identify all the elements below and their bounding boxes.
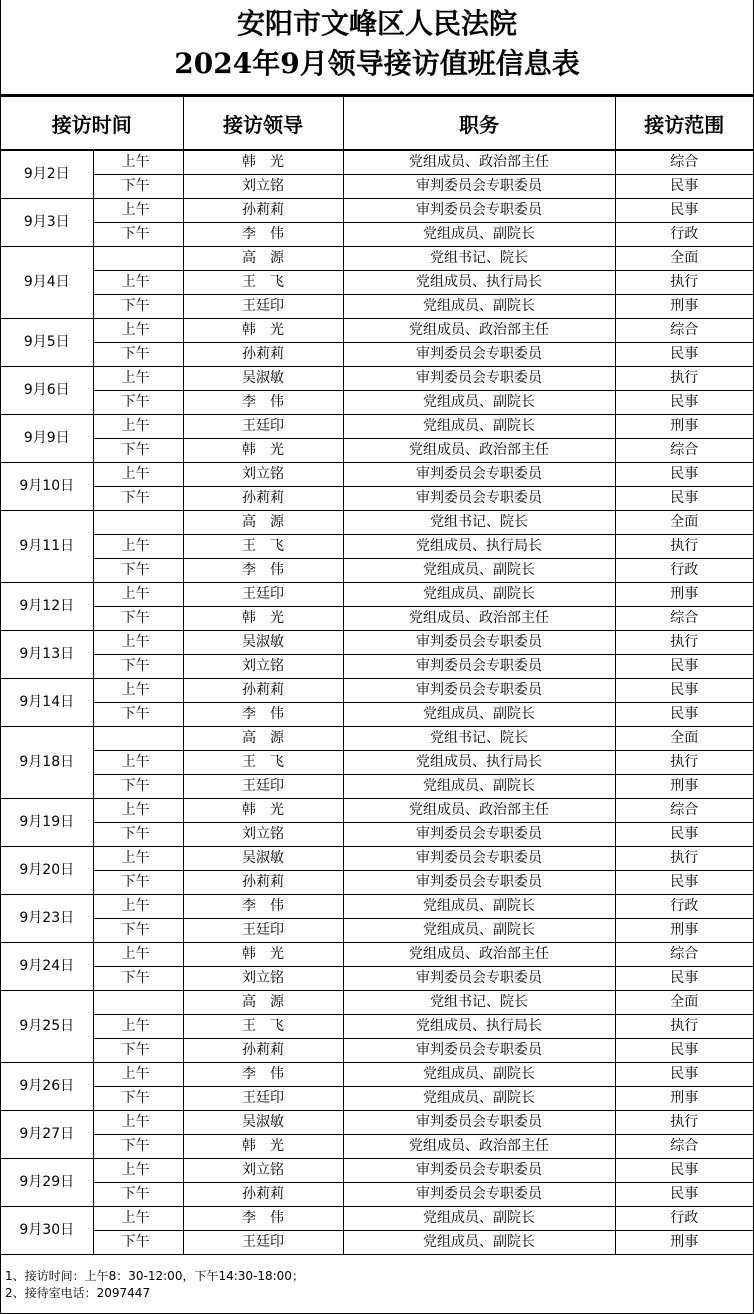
table-row <box>1 943 753 967</box>
position-cell: 审判委员会专职委员 <box>343 1111 615 1135</box>
scope-cell: 民事 <box>615 463 753 487</box>
scope-cell: 执行 <box>615 367 753 391</box>
position-cell: 党组书记、院长 <box>343 247 615 271</box>
position-cell: 审判委员会专职委员 <box>343 823 615 847</box>
date-cell: 9月24日 <box>1 943 93 991</box>
leader-cell: 王廷印 <box>183 775 343 799</box>
table-row <box>1 199 753 223</box>
date-cell: 9月19日 <box>1 799 93 847</box>
scope-cell: 全面 <box>615 247 753 271</box>
period-cell: 上午 <box>93 463 183 487</box>
period-cell: 上午 <box>93 1015 183 1039</box>
position-cell: 党组成员、副院长 <box>343 1087 615 1111</box>
table-row <box>1 1039 753 1063</box>
period-cell: 下午 <box>93 1087 183 1111</box>
leader-cell: 高 源 <box>183 511 343 535</box>
scope-cell: 民事 <box>615 967 753 991</box>
leader-cell: 刘立铭 <box>183 655 343 679</box>
period-cell: 上午 <box>93 535 183 559</box>
scope-cell: 行政 <box>615 559 753 583</box>
position-cell: 党组成员、政治部主任 <box>343 607 615 631</box>
date-cell: 9月3日 <box>1 199 93 247</box>
period-cell: 下午 <box>93 295 183 319</box>
date-cell: 9月30日 <box>1 1207 93 1255</box>
table-row <box>1 991 753 1015</box>
scope-cell: 综合 <box>615 439 753 463</box>
position-cell: 党组书记、院长 <box>343 727 615 751</box>
table-row <box>1 703 753 727</box>
scope-cell: 综合 <box>615 1135 753 1159</box>
table-row <box>1 1111 753 1135</box>
scope-cell: 民事 <box>615 679 753 703</box>
page-title: 安阳市文峰区人民法院 <box>236 7 517 40</box>
leader-cell: 吴淑敏 <box>183 631 343 655</box>
date-cell: 9月6日 <box>1 367 93 415</box>
leader-cell: 韩 光 <box>183 439 343 463</box>
position-cell: 党组成员、执行局长 <box>343 271 615 295</box>
scope-cell: 全面 <box>615 727 753 751</box>
table-row <box>1 271 753 295</box>
position-cell: 审判委员会专职委员 <box>343 631 615 655</box>
period-cell: 上午 <box>93 271 183 295</box>
period-cell: 下午 <box>93 919 183 943</box>
leader-cell: 韩 光 <box>183 150 343 175</box>
scope-cell: 执行 <box>615 535 753 559</box>
period-cell: 下午 <box>93 1183 183 1207</box>
table-row <box>1 295 753 319</box>
leader-cell: 王廷印 <box>183 1087 343 1111</box>
period-cell: 下午 <box>93 1039 183 1063</box>
leader-cell: 王 飞 <box>183 271 343 295</box>
table-row <box>1 919 753 943</box>
date-cell: 9月9日 <box>1 415 93 463</box>
table-row <box>1 751 753 775</box>
period-cell: 下午 <box>93 223 183 247</box>
leader-cell: 李 伟 <box>183 391 343 415</box>
period-cell: 上午 <box>93 895 183 919</box>
date-cell: 9月23日 <box>1 895 93 943</box>
header-time: 接访时间 <box>1 97 183 151</box>
leader-cell: 李 伟 <box>183 559 343 583</box>
position-cell: 党组成员、副院长 <box>343 1207 615 1231</box>
table-row <box>1 439 753 463</box>
table-row <box>1 1015 753 1039</box>
period-cell: 下午 <box>93 439 183 463</box>
header-leader: 接访领导 <box>183 97 343 151</box>
leader-cell: 孙莉莉 <box>183 679 343 703</box>
leader-cell: 李 伟 <box>183 1063 343 1087</box>
scope-cell: 民事 <box>615 823 753 847</box>
leader-cell: 韩 光 <box>183 607 343 631</box>
scope-cell: 执行 <box>615 847 753 871</box>
position-cell: 党组成员、副院长 <box>343 295 615 319</box>
schedule-body <box>1 150 753 1255</box>
leader-cell: 李 伟 <box>183 1207 343 1231</box>
period-cell: 上午 <box>93 1159 183 1183</box>
scope-cell: 刑事 <box>615 1087 753 1111</box>
position-cell: 审判委员会专职委员 <box>343 871 615 895</box>
table-row <box>1 319 753 343</box>
table-row <box>1 727 753 751</box>
table-row <box>1 150 753 175</box>
schedule-table <box>1 96 753 1255</box>
leader-cell: 王廷印 <box>183 919 343 943</box>
title-block <box>1 0 753 96</box>
period-cell: 上午 <box>93 1111 183 1135</box>
date-cell: 9月2日 <box>1 150 93 199</box>
period-cell: 下午 <box>93 1231 183 1255</box>
scope-cell: 综合 <box>615 607 753 631</box>
position-cell: 审判委员会专职委员 <box>343 679 615 703</box>
scope-cell: 民事 <box>615 871 753 895</box>
table-row <box>1 175 753 199</box>
date-cell: 9月5日 <box>1 319 93 367</box>
period-cell: 下午 <box>93 343 183 367</box>
table-row <box>1 1159 753 1183</box>
period-cell: 下午 <box>93 703 183 727</box>
scope-cell: 民事 <box>615 391 753 415</box>
leader-cell: 李 伟 <box>183 223 343 247</box>
position-cell: 党组成员、执行局长 <box>343 535 615 559</box>
leader-cell: 刘立铭 <box>183 967 343 991</box>
position-cell: 审判委员会专职委员 <box>343 199 615 223</box>
leader-cell: 王廷印 <box>183 415 343 439</box>
period-cell: 下午 <box>93 487 183 511</box>
table-row <box>1 1231 753 1255</box>
period-cell <box>93 991 183 1015</box>
position-cell: 审判委员会专职委员 <box>343 655 615 679</box>
leader-cell: 韩 光 <box>183 799 343 823</box>
table-row <box>1 343 753 367</box>
leader-cell: 刘立铭 <box>183 823 343 847</box>
position-cell: 党组成员、政治部主任 <box>343 150 615 175</box>
table-row <box>1 1207 753 1231</box>
date-cell: 9月25日 <box>1 991 93 1063</box>
period-cell: 上午 <box>93 583 183 607</box>
period-cell: 下午 <box>93 775 183 799</box>
leader-cell: 高 源 <box>183 991 343 1015</box>
table-row <box>1 223 753 247</box>
table-row <box>1 463 753 487</box>
leader-cell: 高 源 <box>183 727 343 751</box>
scope-cell: 刑事 <box>615 295 753 319</box>
period-cell: 上午 <box>93 631 183 655</box>
period-cell: 下午 <box>93 607 183 631</box>
position-cell: 党组成员、副院长 <box>343 391 615 415</box>
position-cell: 党组成员、副院长 <box>343 919 615 943</box>
table-row <box>1 559 753 583</box>
scope-cell: 民事 <box>615 487 753 511</box>
period-cell <box>93 511 183 535</box>
scope-cell: 民事 <box>615 1183 753 1207</box>
period-cell: 上午 <box>93 847 183 871</box>
position-cell: 审判委员会专职委员 <box>343 343 615 367</box>
scope-cell: 刑事 <box>615 1231 753 1255</box>
leader-cell: 刘立铭 <box>183 463 343 487</box>
scope-cell: 执行 <box>615 631 753 655</box>
position-cell: 党组成员、副院长 <box>343 703 615 727</box>
scope-cell: 综合 <box>615 150 753 175</box>
position-cell: 党组成员、副院长 <box>343 559 615 583</box>
period-cell <box>93 247 183 271</box>
scope-cell: 刑事 <box>615 919 753 943</box>
scope-cell: 全面 <box>615 511 753 535</box>
leader-cell: 孙莉莉 <box>183 343 343 367</box>
table-row <box>1 607 753 631</box>
scope-cell: 民事 <box>615 343 753 367</box>
position-cell: 党组成员、副院长 <box>343 1063 615 1087</box>
period-cell: 下午 <box>93 823 183 847</box>
table-row <box>1 367 753 391</box>
position-cell: 党组成员、副院长 <box>343 583 615 607</box>
leader-cell: 孙莉莉 <box>183 1039 343 1063</box>
date-cell: 9月10日 <box>1 463 93 511</box>
leader-cell: 王 飞 <box>183 1015 343 1039</box>
table-row <box>1 823 753 847</box>
scope-cell: 执行 <box>615 751 753 775</box>
table-row <box>1 391 753 415</box>
period-cell: 上午 <box>93 319 183 343</box>
position-cell: 审判委员会专职委员 <box>343 463 615 487</box>
position-cell: 党组成员、政治部主任 <box>343 319 615 343</box>
leader-cell: 韩 光 <box>183 1135 343 1159</box>
leader-cell: 李 伟 <box>183 895 343 919</box>
position-cell: 党组成员、政治部主任 <box>343 799 615 823</box>
scope-cell: 刑事 <box>615 415 753 439</box>
period-cell: 上午 <box>93 1207 183 1231</box>
date-cell: 9月14日 <box>1 679 93 727</box>
table-row <box>1 895 753 919</box>
position-cell: 审判委员会专职委员 <box>343 175 615 199</box>
position-cell: 党组成员、政治部主任 <box>343 439 615 463</box>
date-cell: 9月11日 <box>1 511 93 583</box>
position-cell: 党组成员、执行局长 <box>343 751 615 775</box>
leader-cell: 刘立铭 <box>183 1159 343 1183</box>
period-cell: 上午 <box>93 799 183 823</box>
table-row <box>1 967 753 991</box>
table-row <box>1 1087 753 1111</box>
header-row <box>1 97 753 151</box>
date-cell: 9月12日 <box>1 583 93 631</box>
leader-cell: 王 飞 <box>183 535 343 559</box>
position-cell: 党组成员、副院长 <box>343 415 615 439</box>
table-row <box>1 775 753 799</box>
leader-cell: 刘立铭 <box>183 175 343 199</box>
table-row <box>1 1183 753 1207</box>
period-cell: 上午 <box>93 415 183 439</box>
date-cell: 9月20日 <box>1 847 93 895</box>
leader-cell: 孙莉莉 <box>183 487 343 511</box>
scope-cell: 民事 <box>615 199 753 223</box>
position-cell: 审判委员会专职委员 <box>343 1039 615 1063</box>
scope-cell: 民事 <box>615 175 753 199</box>
period-cell: 上午 <box>93 199 183 223</box>
period-cell: 上午 <box>93 1063 183 1087</box>
period-cell: 下午 <box>93 1135 183 1159</box>
leader-cell: 王廷印 <box>183 583 343 607</box>
page-subtitle: 2024年9月领导接访值班信息表 <box>174 47 580 80</box>
period-cell: 下午 <box>93 175 183 199</box>
table-row <box>1 655 753 679</box>
date-cell: 9月4日 <box>1 247 93 319</box>
table-row <box>1 247 753 271</box>
date-cell: 9月13日 <box>1 631 93 679</box>
note-hours: 1、接访时间：上午8：30-12:00，下午14:30-18:00； <box>5 1269 304 1283</box>
table-row <box>1 679 753 703</box>
position-cell: 审判委员会专职委员 <box>343 1183 615 1207</box>
leader-cell: 王廷印 <box>183 1231 343 1255</box>
period-cell: 上午 <box>93 150 183 175</box>
table-row <box>1 415 753 439</box>
date-cell: 9月29日 <box>1 1159 93 1207</box>
period-cell: 上午 <box>93 751 183 775</box>
table-row <box>1 511 753 535</box>
date-cell: 9月18日 <box>1 727 93 799</box>
header-scope: 接访范围 <box>615 97 753 151</box>
position-cell: 党组成员、副院长 <box>343 223 615 247</box>
period-cell: 上午 <box>93 943 183 967</box>
position-cell: 审判委员会专职委员 <box>343 367 615 391</box>
scope-cell: 民事 <box>615 655 753 679</box>
table-row <box>1 583 753 607</box>
leader-cell: 韩 光 <box>183 319 343 343</box>
leader-cell: 韩 光 <box>183 943 343 967</box>
table-row <box>1 535 753 559</box>
scope-cell: 民事 <box>615 1063 753 1087</box>
scope-cell: 民事 <box>615 703 753 727</box>
scope-cell: 行政 <box>615 223 753 247</box>
leader-cell: 吴淑敏 <box>183 367 343 391</box>
leader-cell: 李 伟 <box>183 703 343 727</box>
date-cell: 9月27日 <box>1 1111 93 1159</box>
scope-cell: 执行 <box>615 1015 753 1039</box>
period-cell: 下午 <box>93 391 183 415</box>
period-cell: 上午 <box>93 679 183 703</box>
table-row <box>1 487 753 511</box>
footnotes <box>1 1265 753 1314</box>
scope-cell: 民事 <box>615 1039 753 1063</box>
table-row <box>1 631 753 655</box>
leader-cell: 王廷印 <box>183 295 343 319</box>
scope-cell: 民事 <box>615 1159 753 1183</box>
table-row <box>1 1063 753 1087</box>
position-cell: 审判委员会专职委员 <box>343 967 615 991</box>
leader-cell: 孙莉莉 <box>183 871 343 895</box>
position-cell: 党组成员、执行局长 <box>343 1015 615 1039</box>
leader-cell: 王 飞 <box>183 751 343 775</box>
table-row <box>1 1135 753 1159</box>
scope-cell: 执行 <box>615 1111 753 1135</box>
leader-cell: 高 源 <box>183 247 343 271</box>
note-phone: 2、接待室电话：2097447 <box>5 1286 151 1300</box>
date-cell: 9月26日 <box>1 1063 93 1111</box>
table-row <box>1 871 753 895</box>
position-cell: 党组成员、副院长 <box>343 895 615 919</box>
period-cell: 下午 <box>93 871 183 895</box>
period-cell <box>93 727 183 751</box>
position-cell: 审判委员会专职委员 <box>343 1159 615 1183</box>
position-cell: 党组成员、政治部主任 <box>343 943 615 967</box>
position-cell: 党组书记、院长 <box>343 511 615 535</box>
position-cell: 党组成员、政治部主任 <box>343 1135 615 1159</box>
period-cell: 下午 <box>93 655 183 679</box>
scope-cell: 全面 <box>615 991 753 1015</box>
period-cell: 下午 <box>93 559 183 583</box>
scope-cell: 综合 <box>615 799 753 823</box>
position-cell: 审判委员会专职委员 <box>343 487 615 511</box>
scope-cell: 行政 <box>615 1207 753 1231</box>
position-cell: 审判委员会专职委员 <box>343 847 615 871</box>
period-cell: 下午 <box>93 967 183 991</box>
table-row <box>1 847 753 871</box>
leader-cell: 吴淑敏 <box>183 847 343 871</box>
scope-cell: 综合 <box>615 943 753 967</box>
leader-cell: 孙莉莉 <box>183 199 343 223</box>
position-cell: 党组成员、副院长 <box>343 1231 615 1255</box>
scope-cell: 执行 <box>615 271 753 295</box>
scope-cell: 刑事 <box>615 583 753 607</box>
scope-cell: 综合 <box>615 319 753 343</box>
position-cell: 党组书记、院长 <box>343 991 615 1015</box>
scope-cell: 行政 <box>615 895 753 919</box>
period-cell: 上午 <box>93 367 183 391</box>
table-row <box>1 799 753 823</box>
scope-cell: 刑事 <box>615 775 753 799</box>
position-cell: 党组成员、副院长 <box>343 775 615 799</box>
leader-cell: 吴淑敏 <box>183 1111 343 1135</box>
leader-cell: 孙莉莉 <box>183 1183 343 1207</box>
header-position: 职务 <box>343 97 615 151</box>
